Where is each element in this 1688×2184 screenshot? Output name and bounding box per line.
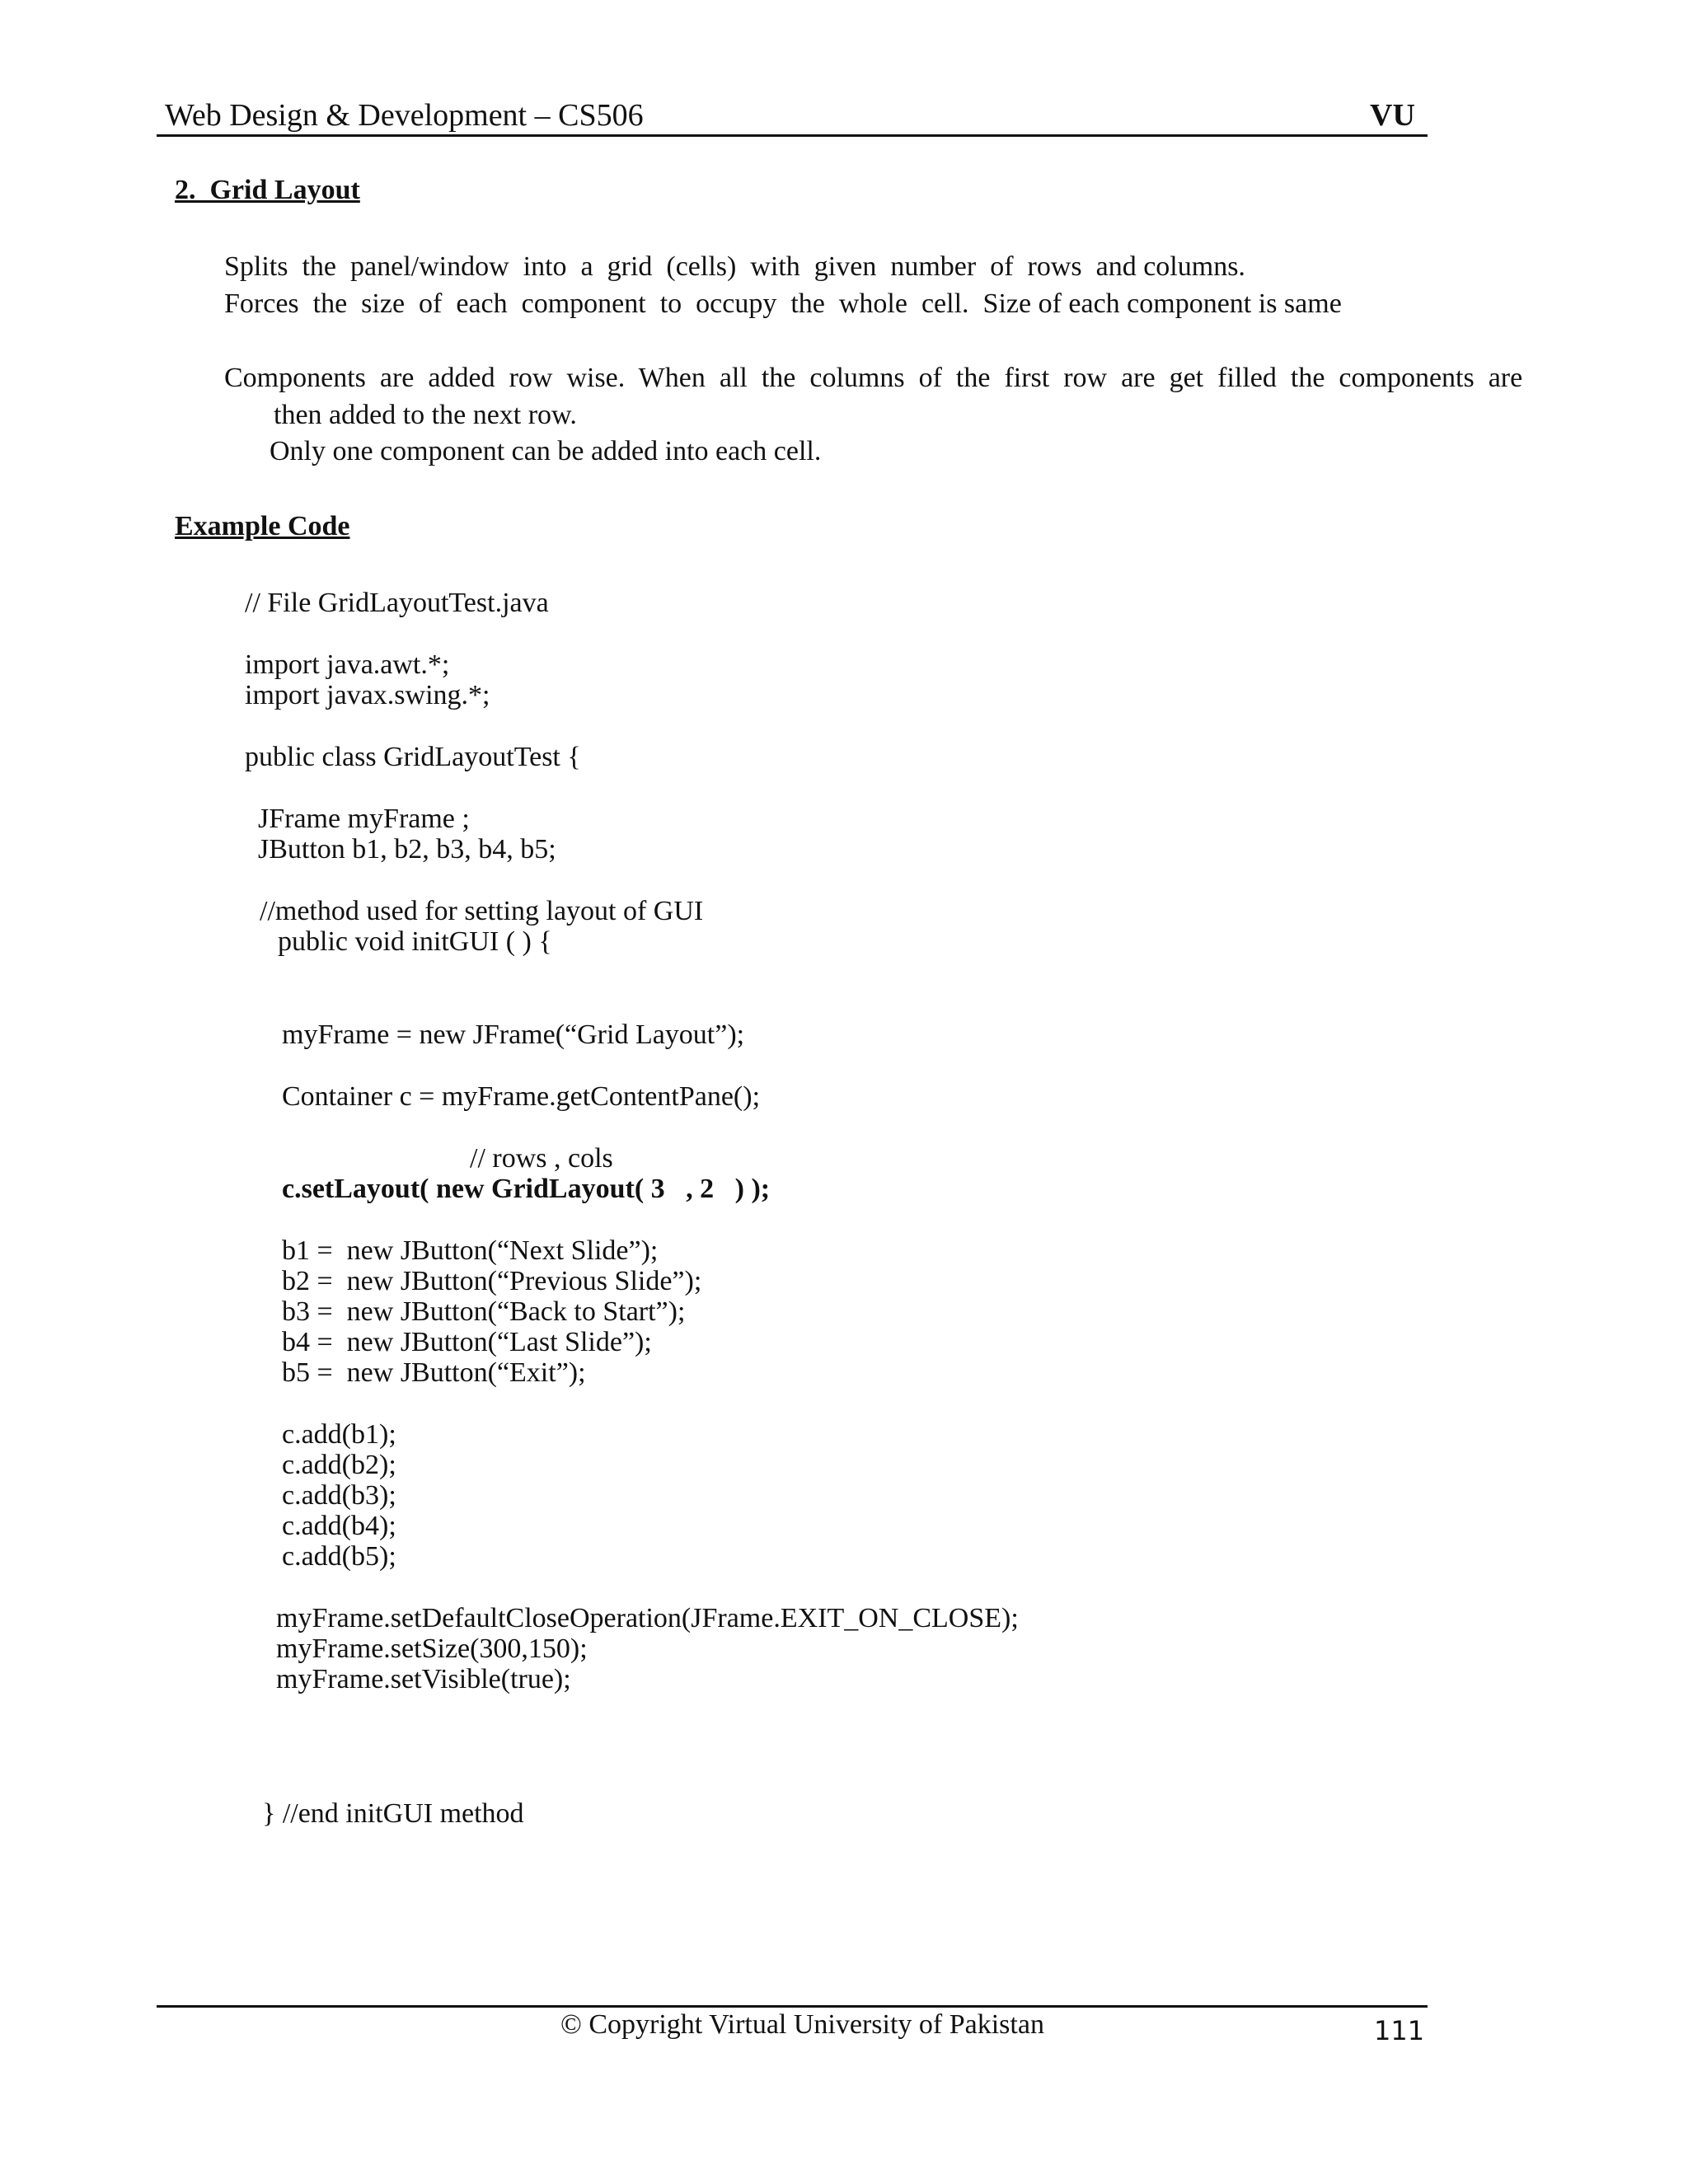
paragraph-line: Components are added row wise. When all the columns of the first row are get filled the components are [224,363,1523,393]
code-line: myFrame.setDefaultCloseOperation(JFrame.EXIT_ON_CLOSE); [276,1603,1019,1633]
code-line: import javax.swing.*; [245,680,490,710]
page-number: 111 [1374,2015,1425,2046]
code-line: b1 = new JButton(“Next Slide”); [282,1235,659,1266]
paragraph-line: then added to the next row. [274,400,577,430]
code-line: //method used for setting layout of GUI [260,896,704,926]
code-line: } //end initGUI method [262,1798,524,1829]
code-line: c.add(b1); [282,1419,396,1450]
code-line: import java.awt.*; [245,649,450,680]
code-line: b2 = new JButton(“Previous Slide”); [282,1266,702,1296]
footer-copyright: © Copyright Virtual University of Pakistan [560,2009,1044,2040]
paragraph-line: Splits the panel/window into a grid (cells) with given number of rows and columns. [224,251,1245,282]
header-institution: VU [1370,98,1415,133]
header-rule [157,134,1428,137]
code-line: myFrame = new JFrame(“Grid Layout”); [282,1019,745,1050]
footer-rule [157,2005,1428,2008]
example-heading: Example Code [175,511,350,541]
code-line: c.setLayout( new GridLayout( 3 , 2 ) ); [282,1174,771,1204]
code-line: c.add(b5); [282,1541,396,1572]
code-line: // rows , cols [470,1143,613,1174]
code-line: c.add(b4); [282,1511,396,1541]
code-line: JFrame myFrame ; [258,804,470,834]
code-line: // File GridLayoutTest.java [245,588,549,618]
code-line: c.add(b3); [282,1480,396,1511]
code-line: c.add(b2); [282,1450,396,1480]
paragraph-line: Only one component can be added into each cell. [270,436,822,466]
code-line: myFrame.setSize(300,150); [276,1633,588,1664]
code-line: myFrame.setVisible(true); [276,1664,571,1694]
paragraph-line: Forces the size of each component to occupy the whole cell. Size of each component is same [224,288,1342,319]
code-line: public void initGUI ( ) { [278,926,552,957]
code-line: b5 = new JButton(“Exit”); [282,1357,586,1388]
code-line: JButton b1, b2, b3, b4, b5; [258,834,556,865]
code-line: b3 = new JButton(“Back to Start”); [282,1296,686,1327]
code-line: b4 = new JButton(“Last Slide”); [282,1327,652,1357]
code-line: Container c = myFrame.getContentPane(); [282,1081,761,1112]
header-title: Web Design & Development – CS506 [165,98,644,133]
code-line: public class GridLayoutTest { [245,742,581,772]
section-heading: 2. Grid Layout [175,175,360,205]
